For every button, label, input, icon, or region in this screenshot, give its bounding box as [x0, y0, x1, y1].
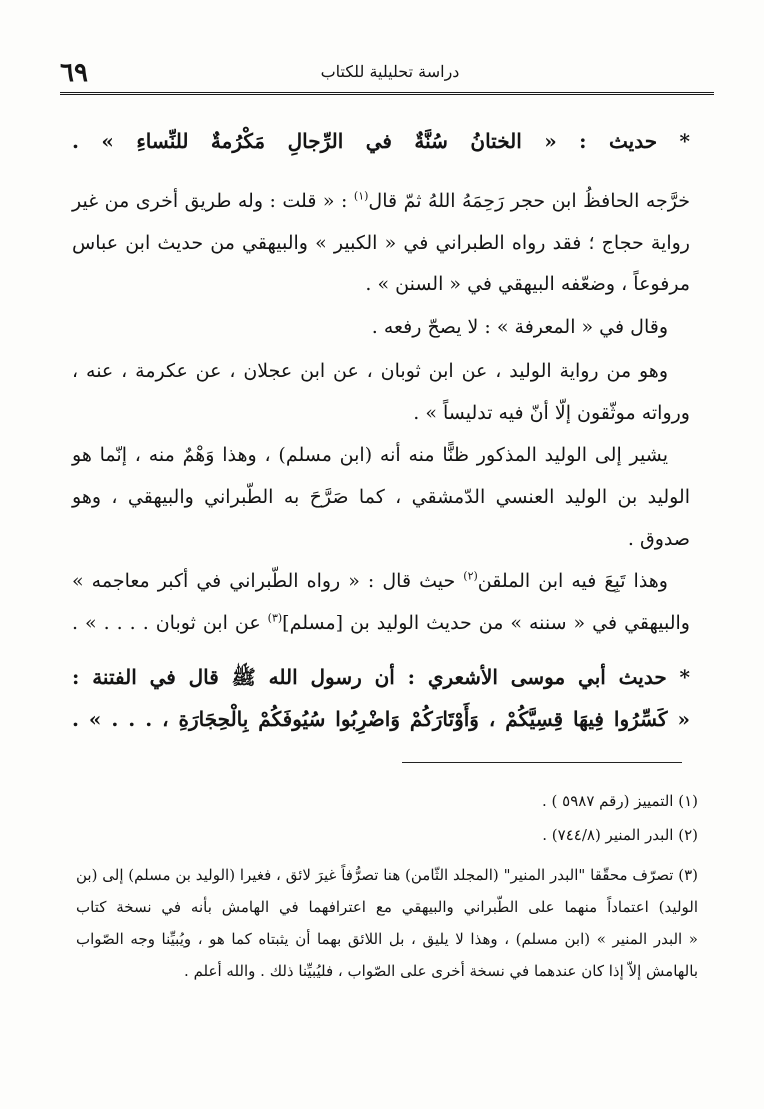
body-line: يشير إلى الوليد المذكور ظنًّا منه أنه (ابن مسلم) ، وهذا وَهْمٌ منه ، إنّما هو	[72, 444, 668, 466]
footnote-3-line: « البدر المنير » (ابن مسلم) ، وهذا لا يليق ، بل اللائق بهما أن يثبتاه كما هو ، ويُبيِّنا وجه الصّواب	[76, 930, 698, 948]
footnote-3-line: (٣) تصرّف محقّقا "البدر المنير" (المجلد الثّامن) هنا تصرُّفاً غيرَ لائق ، فغيرا (الوليد بن مسلم) إلى (بن	[76, 866, 698, 884]
body-line: الوليد بن الوليد العنسي الدّمشقي ، كما صَرَّحَ به الطّبراني والبيهقي ، وهو	[72, 486, 690, 508]
footnote-3-line: الوليد) اعتماداً منهما على الطّبراني والبيهقي مع اعترافهما في الهامش بأنه في نسخة كتاب	[76, 898, 698, 916]
footnote-rule	[402, 762, 682, 763]
header-rule	[60, 92, 714, 95]
body-line: والبيهقي في « سننه » من حديث الوليد بن [مسلم]$^{(٣)}$ عن ابن ثوبان . . . . » .	[72, 611, 690, 634]
body-line: خرَّجه الحافظُ ابن حجر رَحِمَهُ اللهُ ثمّ قال$^{(١)}$ : « قلت : وله طريق أخرى من غير	[72, 189, 690, 212]
footnote-2: (٢) البدر المنير (٧٤٤/٨) .	[542, 826, 698, 844]
body-line: مرفوعاً ، وضعّفه البيهقي في « السنن » .	[365, 273, 690, 295]
hadith-heading-1: * حديث : « الختانُ سُنَّةٌ في الرِّجالِ مَكْرُمةٌ للنِّساءِ » .	[72, 129, 690, 153]
footnote-ref-3[interactable]: (٣)	[267, 611, 283, 625]
footnote-ref-1[interactable]: (١)	[353, 189, 369, 203]
page-number: ٦٩	[60, 58, 88, 88]
hadith-heading-2: * حديث أبي موسى الأشعري : أن رسول الله ﷺ قال في الفتنة :	[72, 665, 690, 689]
footnote-ref-2[interactable]: (٢)	[463, 569, 478, 583]
footnote-1: (١) التمييز (رقم ٥٩٨٧ ) .	[542, 792, 698, 810]
body-line: وهو من رواية الوليد ، عن ابن ثوبان ، عن ابن عجلان ، عن عكرمة ، عنه ،	[72, 360, 668, 382]
body-line: وقال في « المعرفة » : لا يصحّ رفعه .	[371, 316, 668, 338]
body-line: وهذا تَبِعَ فيه ابن الملقن$^{(٢)}$ حيث قال : « رواه الطّبراني في أكبر معاجمه »	[72, 569, 668, 592]
body-line: صدوق .	[627, 528, 690, 550]
footnote-3-line: بالهامش إلاّ إذا كان عندهما في نسخة أخرى على الصّواب ، فليُبيِّنا ذلك . والله أعلم .	[184, 962, 698, 980]
running-title: دراسة تحليلية للكتاب	[320, 62, 460, 81]
hadith-quote: « كَسِّرُوا فِيهَا قِسِيَّكُمْ ، وَأَوْتَارَكُمْ وَاضْرِبُوا سُيُوفَكُمْ بِالْحِجَارَةِ ، . . . » .	[72, 707, 690, 731]
body-line: رواية حجاج ؛ فقد رواه الطبراني في « الكبير » والبيهقي من حديث ابن عباس	[72, 232, 690, 254]
body-line: ورواته موثّقون إلّا أنّ فيه تدليساً » .	[413, 402, 690, 424]
